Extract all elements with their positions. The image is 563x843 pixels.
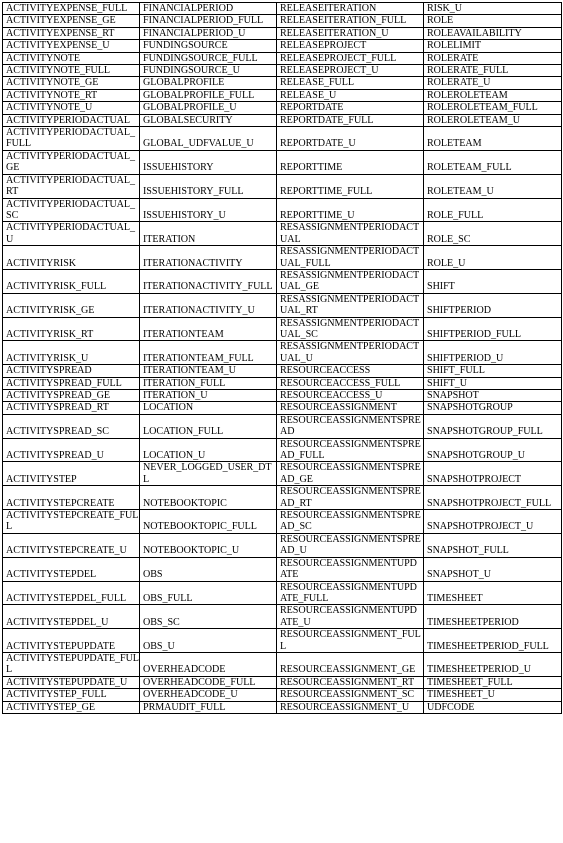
table-cell: ITERATIONACTIVITY <box>140 246 277 270</box>
table-cell: RELEASEPROJECT <box>277 40 424 52</box>
table-row <box>3 438 562 462</box>
table-row <box>3 605 562 629</box>
table-cell: ACTIVITYSTEPDEL_FULL <box>3 581 140 605</box>
table-cell: ACTIVITYNOTE_FULL <box>3 65 140 77</box>
table-cell: ROLERATE_FULL <box>424 65 562 77</box>
table-cell: SNAPSHOTPROJECT_FULL <box>424 486 562 510</box>
table-cell: ISSUEHISTORY <box>140 150 277 174</box>
table-cell: RESOURCEASSIGNMENT_RT <box>277 676 424 688</box>
table-cell: RELEASEITERATION_FULL <box>277 15 424 27</box>
table-cell: ITERATIONTEAM <box>140 317 277 341</box>
table-cell: ACTIVITYSPREAD_SC <box>3 414 140 438</box>
table-cell: RELEASEITERATION <box>277 3 424 15</box>
table-cell: RESOURCEASSIGNMENTSPREAD_U <box>277 533 424 557</box>
table-cell: OVERHEADCODE_FULL <box>140 676 277 688</box>
table-cell: OVERHEADCODE <box>140 652 277 676</box>
table-cell: ACTIVITYEXPENSE_U <box>3 40 140 52</box>
table-cell: RESOURCEASSIGNMENT_GE <box>277 652 424 676</box>
table-cell: RELEASEPROJECT_U <box>277 65 424 77</box>
table-row <box>3 676 562 688</box>
table-cell: TIMESHEETPERIOD_U <box>424 652 562 676</box>
table-row <box>3 629 562 653</box>
table-cell: ROLEROLETEAM_U <box>424 114 562 126</box>
table-cell: SNAPSHOT_FULL <box>424 533 562 557</box>
table-cell: ACTIVITYSTEPCREATE <box>3 486 140 510</box>
table-cell: FINANCIALPERIOD_U <box>140 27 277 39</box>
table-cell: RESOURCEASSIGNMENT_SC <box>277 689 424 701</box>
table-cell: SNAPSHOT_U <box>424 557 562 581</box>
table-row <box>3 222 562 246</box>
table-cell: ROLEROLETEAM_FULL <box>424 102 562 114</box>
table-cell: ACTIVITYPERIODACTUAL_SC <box>3 198 140 222</box>
table-cell: FINANCIALPERIOD_FULL <box>140 15 277 27</box>
table-body <box>3 3 562 714</box>
table-cell: ITERATION_FULL <box>140 377 277 389</box>
table-cell: SNAPSHOTGROUP_FULL <box>424 414 562 438</box>
table-names-grid <box>2 2 562 714</box>
table-cell: ACTIVITYPERIODACTUAL_RT <box>3 174 140 198</box>
table-cell: REPORTDATE_FULL <box>277 114 424 126</box>
table-cell: ACTIVITYEXPENSE_FULL <box>3 3 140 15</box>
table-cell: RELEASEPROJECT_FULL <box>277 52 424 64</box>
table-cell: RESASSIGNMENTPERIODACTUAL <box>277 222 424 246</box>
table-cell: FUNDINGSOURCE <box>140 40 277 52</box>
table-cell: ROLETEAM <box>424 127 562 151</box>
document-page <box>2 2 561 714</box>
table-cell: ACTIVITYRISK <box>3 246 140 270</box>
table-cell: RESOURCEACCESS <box>277 365 424 377</box>
table-cell: ACTIVITYSTEPUPDATE_U <box>3 676 140 688</box>
table-row <box>3 89 562 101</box>
table-cell: REPORTTIME <box>277 150 424 174</box>
table-cell: ACTIVITYSPREAD_U <box>3 438 140 462</box>
table-cell: UDFCODE <box>424 701 562 713</box>
table-cell: REPORTDATE_U <box>277 127 424 151</box>
table-cell: ACTIVITYRISK_GE <box>3 293 140 317</box>
table-cell: ACTIVITYPERIODACTUAL_FULL <box>3 127 140 151</box>
table-cell: RESOURCEASSIGNMENTUPDATE_FULL <box>277 581 424 605</box>
table-cell: ISSUEHISTORY_FULL <box>140 174 277 198</box>
table-row <box>3 402 562 414</box>
table-cell: REPORTTIME_U <box>277 198 424 222</box>
table-row <box>3 581 562 605</box>
table-cell: REPORTDATE <box>277 102 424 114</box>
table-row <box>3 486 562 510</box>
table-cell: PRMAUDIT_FULL <box>140 701 277 713</box>
table-cell: ACTIVITYSPREAD <box>3 365 140 377</box>
table-row <box>3 15 562 27</box>
table-row <box>3 150 562 174</box>
table-row <box>3 52 562 64</box>
table-row <box>3 246 562 270</box>
table-row <box>3 533 562 557</box>
table-cell: SNAPSHOTPROJECT <box>424 462 562 486</box>
table-cell: ACTIVITYPERIODACTUAL_U <box>3 222 140 246</box>
table-cell: TIMESHEET <box>424 581 562 605</box>
table-row <box>3 414 562 438</box>
table-cell: RESOURCEACCESS_FULL <box>277 377 424 389</box>
table-cell: ACTIVITYSTEP_FULL <box>3 689 140 701</box>
table-cell: SNAPSHOTGROUP_U <box>424 438 562 462</box>
table-cell: SHIFTPERIOD <box>424 293 562 317</box>
table-row <box>3 198 562 222</box>
table-row <box>3 102 562 114</box>
table-cell: RESASSIGNMENTPERIODACTUAL_U <box>277 341 424 365</box>
table-cell: ROLEROLETEAM <box>424 89 562 101</box>
table-cell: ACTIVITYPERIODACTUAL <box>3 114 140 126</box>
table-cell: NOTEBOOKTOPIC_U <box>140 533 277 557</box>
table-cell: SHIFT <box>424 269 562 293</box>
table-cell: RESOURCEACCESS_U <box>277 390 424 402</box>
table-cell: SHIFTPERIOD_FULL <box>424 317 562 341</box>
table-cell: ACTIVITYNOTE_U <box>3 102 140 114</box>
table-cell: ACTIVITYSTEP <box>3 462 140 486</box>
table-cell: SNAPSHOT <box>424 390 562 402</box>
table-cell: TIMESHEETPERIOD_FULL <box>424 629 562 653</box>
table-row <box>3 127 562 151</box>
table-cell: TIMESHEET_U <box>424 689 562 701</box>
table-row <box>3 269 562 293</box>
table-cell: RESOURCEASSIGNMENTSPREAD <box>277 414 424 438</box>
table-cell: RESOURCEASSIGNMENTSPREAD_GE <box>277 462 424 486</box>
table-cell: SNAPSHOTGROUP <box>424 402 562 414</box>
table-cell: ACTIVITYSPREAD_RT <box>3 402 140 414</box>
table-cell: ACTIVITYSTEPCREATE_U <box>3 533 140 557</box>
table-cell: ACTIVITYSPREAD_GE <box>3 390 140 402</box>
table-cell: ISSUEHISTORY_U <box>140 198 277 222</box>
table-row <box>3 40 562 52</box>
table-cell: ACTIVITYPERIODACTUAL_GE <box>3 150 140 174</box>
table-cell: NOTEBOOKTOPIC_FULL <box>140 510 277 534</box>
table-cell: ITERATION <box>140 222 277 246</box>
table-cell: ROLERATE <box>424 52 562 64</box>
table-row <box>3 557 562 581</box>
table-cell: GLOBAL_UDFVALUE_U <box>140 127 277 151</box>
table-row <box>3 341 562 365</box>
table-cell: RESASSIGNMENTPERIODACTUAL_RT <box>277 293 424 317</box>
table-cell: RELEASEITERATION_U <box>277 27 424 39</box>
table-cell: ROLE_FULL <box>424 198 562 222</box>
table-cell: ACTIVITYRISK_RT <box>3 317 140 341</box>
table-row <box>3 293 562 317</box>
table-cell: SHIFT_FULL <box>424 365 562 377</box>
table-row <box>3 652 562 676</box>
table-cell: ACTIVITYRISK_FULL <box>3 269 140 293</box>
table-cell: OBS <box>140 557 277 581</box>
table-row <box>3 701 562 713</box>
table-cell: RESOURCEASSIGNMENT_U <box>277 701 424 713</box>
table-cell: ROLELIMIT <box>424 40 562 52</box>
table-cell: ITERATIONTEAM_FULL <box>140 341 277 365</box>
table-cell: ITERATIONACTIVITY_U <box>140 293 277 317</box>
table-cell: ACTIVITYEXPENSE_RT <box>3 27 140 39</box>
table-cell: FUNDINGSOURCE_FULL <box>140 52 277 64</box>
table-row <box>3 689 562 701</box>
table-cell: ROLE <box>424 15 562 27</box>
table-cell: ITERATION_U <box>140 390 277 402</box>
table-cell: RISK_U <box>424 3 562 15</box>
table-row <box>3 510 562 534</box>
table-cell: ITERATIONTEAM_U <box>140 365 277 377</box>
table-cell: RESASSIGNMENTPERIODACTUAL_FULL <box>277 246 424 270</box>
table-cell: GLOBALPROFILE_FULL <box>140 89 277 101</box>
table-cell: ROLE_U <box>424 246 562 270</box>
table-cell: ACTIVITYRISK_U <box>3 341 140 365</box>
table-cell: RELEASE_U <box>277 89 424 101</box>
table-cell: ITERATIONACTIVITY_FULL <box>140 269 277 293</box>
table-cell: LOCATION_U <box>140 438 277 462</box>
table-row <box>3 114 562 126</box>
table-cell: ACTIVITYSTEPDEL <box>3 557 140 581</box>
table-cell: ROLE_SC <box>424 222 562 246</box>
table-cell: NEVER_LOGGED_USER_DTL <box>140 462 277 486</box>
table-cell: RESOURCEASSIGNMENTSPREAD_RT <box>277 486 424 510</box>
table-cell: OBS_FULL <box>140 581 277 605</box>
table-row <box>3 462 562 486</box>
table-cell: RESOURCEASSIGNMENTSPREAD_FULL <box>277 438 424 462</box>
table-cell: ROLEAVAILABILITY <box>424 27 562 39</box>
table-row <box>3 77 562 89</box>
table-cell: RESASSIGNMENTPERIODACTUAL_GE <box>277 269 424 293</box>
table-cell: OBS_U <box>140 629 277 653</box>
table-cell: FUNDINGSOURCE_U <box>140 65 277 77</box>
table-cell: ROLETEAM_FULL <box>424 150 562 174</box>
table-cell: ACTIVITYNOTE_RT <box>3 89 140 101</box>
table-cell: ROLETEAM_U <box>424 174 562 198</box>
table-cell: NOTEBOOKTOPIC <box>140 486 277 510</box>
table-cell: ACTIVITYNOTE_GE <box>3 77 140 89</box>
table-cell: ACTIVITYEXPENSE_GE <box>3 15 140 27</box>
table-cell: ACTIVITYSTEP_GE <box>3 701 140 713</box>
table-row <box>3 27 562 39</box>
table-cell: TIMESHEET_FULL <box>424 676 562 688</box>
table-cell: RESASSIGNMENTPERIODACTUAL_SC <box>277 317 424 341</box>
table-cell: GLOBALSECURITY <box>140 114 277 126</box>
table-cell: TIMESHEETPERIOD <box>424 605 562 629</box>
table-cell: ACTIVITYSTEPUPDATE_FULL <box>3 652 140 676</box>
table-cell: LOCATION <box>140 402 277 414</box>
table-cell: RESOURCEASSIGNMENT_FULL <box>277 629 424 653</box>
table-cell: RELEASE_FULL <box>277 77 424 89</box>
table-cell: REPORTTIME_FULL <box>277 174 424 198</box>
table-cell: GLOBALPROFILE_U <box>140 102 277 114</box>
table-row <box>3 390 562 402</box>
table-cell: ACTIVITYSPREAD_FULL <box>3 377 140 389</box>
table-row <box>3 317 562 341</box>
table-cell: GLOBALPROFILE <box>140 77 277 89</box>
table-cell: RESOURCEASSIGNMENTSPREAD_SC <box>277 510 424 534</box>
table-cell: SNAPSHOTPROJECT_U <box>424 510 562 534</box>
table-row <box>3 174 562 198</box>
table-row <box>3 3 562 15</box>
table-cell: SHIFTPERIOD_U <box>424 341 562 365</box>
table-cell: RESOURCEASSIGNMENTUPDATE_U <box>277 605 424 629</box>
table-cell: FINANCIALPERIOD <box>140 3 277 15</box>
table-cell: RESOURCEASSIGNMENTUPDATE <box>277 557 424 581</box>
table-cell: OVERHEADCODE_U <box>140 689 277 701</box>
table-cell: ROLERATE_U <box>424 77 562 89</box>
table-cell: ACTIVITYSTEPDEL_U <box>3 605 140 629</box>
table-cell: ACTIVITYNOTE <box>3 52 140 64</box>
table-cell: LOCATION_FULL <box>140 414 277 438</box>
table-row <box>3 377 562 389</box>
table-row <box>3 65 562 77</box>
table-cell: SHIFT_U <box>424 377 562 389</box>
table-row <box>3 365 562 377</box>
table-cell: ACTIVITYSTEPUPDATE <box>3 629 140 653</box>
table-cell: ACTIVITYSTEPCREATE_FULL <box>3 510 140 534</box>
table-cell: RESOURCEASSIGNMENT <box>277 402 424 414</box>
table-cell: OBS_SC <box>140 605 277 629</box>
